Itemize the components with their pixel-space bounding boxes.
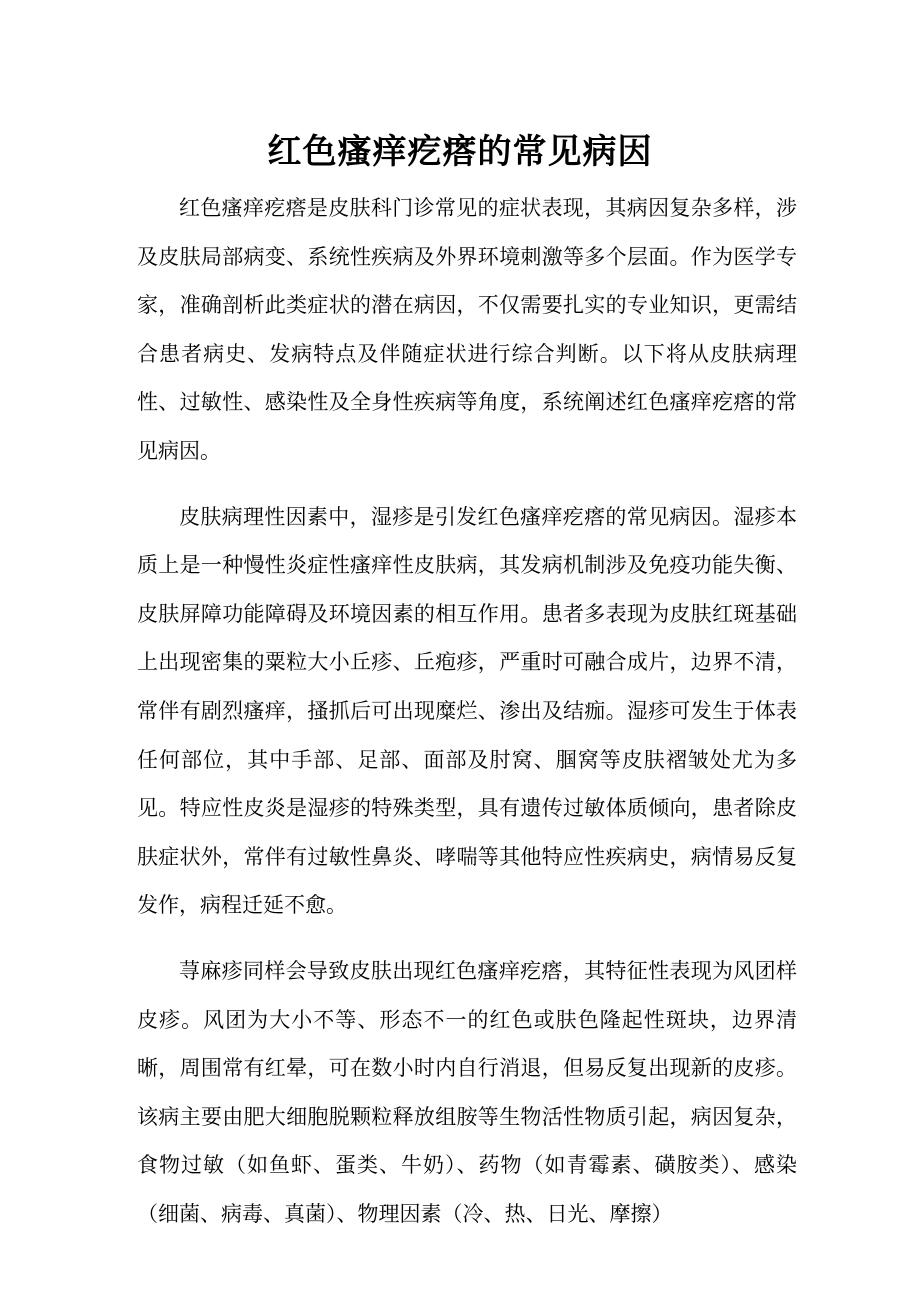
document-title: 红色瘙痒疙瘩的常见病因	[267, 132, 653, 172]
paragraph-urticaria: 荨麻疹同样会导致皮肤出现红色瘙痒疙瘩，其特征性表现为风团样皮疹。风团为大小不等、形态不一的红色或肤色隆起性斑块，边界清晰，周围常有红晕，可在数小时内自行消退，但易反复出现新的皮疹。该病主要由肥大细胞脱颗粒释放组胺等生物活性物质引起，病因复杂，食物过敏（如鱼虾、蛋类、牛奶）、药物（如青霉素、磺胺类）、感染（细菌、病毒、真菌）、物理因素（冷、热、日光、摩擦）	[137, 958, 797, 1226]
paragraph-intro: 红色瘙痒疙瘩是皮肤科门诊常见的症状表现，其病因复杂多样，涉及皮肤局部病变、系统性疾病及外界环境刺激等多个层面。作为医学专家，准确剖析此类症状的潜在病因，不仅需要扎实的专业知识，更需结合患者病史、发病特点及伴随症状进行综合判断。以下将从皮肤病理性、过敏性、感染性及全身性疾病等角度，系统阐述红色瘙痒疙瘩的常见病因。	[137, 196, 797, 463]
paragraph-eczema: 皮肤病理性因素中，湿疹是引发红色瘙痒疙瘩的常见病因。湿疹本质上是一种慢性炎症性瘙痒性皮肤病，其发病机制涉及免疫功能失衡、皮肤屏障功能障碍及环境因素的相互作用。患者多表现为皮肤红斑基础上出现密集的粟粒大小丘疹、丘疱疹，严重时可融合成片，边界不清，常伴有剧烈瘙痒，搔抓后可出现糜烂、渗出及结痂。湿疹可发生于体表任何部位，其中手部、足部、面部及肘窝、腘窝等皮肤褶皱处尤为多见。特应性皮炎是湿疹的特殊类型，具有遗传过敏体质倾向，患者除皮肤症状外，常伴有过敏性鼻炎、哮喘等其他特应性疾病史，病情易反复发作，病程迁延不愈。	[137, 504, 797, 918]
document-body	[137, 184, 797, 1238]
